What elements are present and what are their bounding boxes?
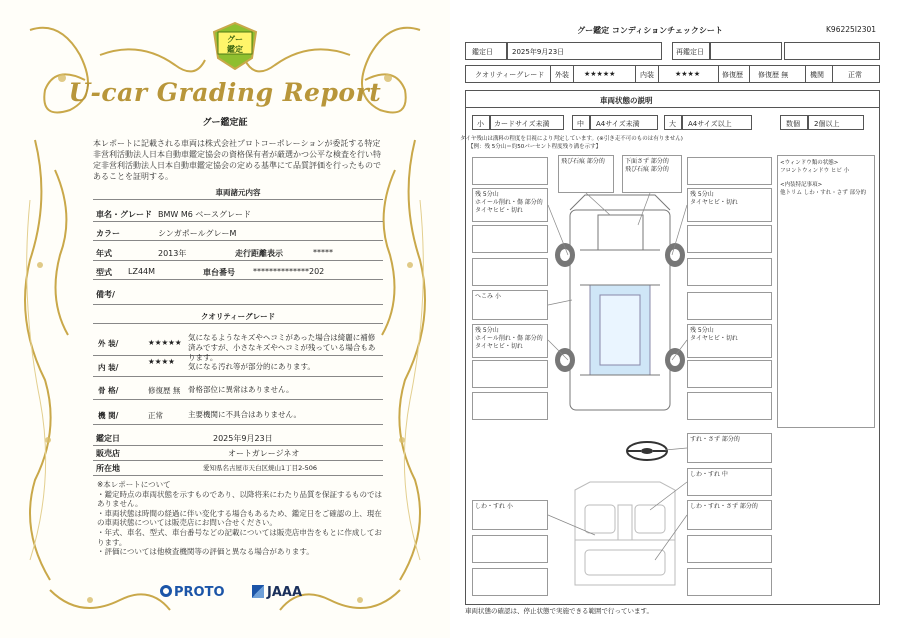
- vehicle-year-row: 年式 2013年 走行距離表示 *****: [93, 244, 383, 261]
- frame-rating: 修復歴 無: [148, 386, 181, 395]
- vehicle-vin: **************202: [253, 267, 325, 276]
- interior-stars: ★★★★: [148, 357, 175, 366]
- label-int-steering: すれ・さず 部分的: [687, 433, 772, 463]
- label-tire-front-left: 残 5分山 ホイール削れ・傷 部分的 タイヤヒビ・切れ: [472, 188, 548, 222]
- jaaa-logo: JAAA: [252, 585, 302, 600]
- inspection-date: 2025年9月23日: [213, 434, 273, 443]
- sheet-repair: 修復歴 無: [758, 71, 789, 79]
- interior-detail: 他トリム しわ・すれ・さず 部分的: [780, 190, 866, 196]
- vehicle-mileage: *****: [313, 248, 333, 257]
- sheet-engine: 正常: [848, 71, 862, 79]
- label-under-chip: 下面さず 部分的 飛び石痕 部分的: [622, 155, 682, 193]
- vehicle-color: シンガポールグレーM: [158, 229, 237, 238]
- report-title: U-car Grading Report: [68, 78, 382, 107]
- vehicle-model: LZ44M: [128, 267, 156, 276]
- exterior-stars: ★★★★★: [148, 338, 182, 347]
- exterior-description: 気になるようなキズやヘコミがあった場合は綺麗に補修済みですが、小さなキズやヘコミが残っている場合もあります。: [188, 333, 376, 362]
- quality-section-title: クオリティーグレード: [200, 312, 276, 321]
- sheet-document-id: K96225I2301: [826, 25, 877, 34]
- dealer-address: 愛知県名古屋市天白区焼山1丁目2-506: [203, 464, 318, 472]
- tire-note-2: 【例：残 5分山＝約50パーセント程度残り溝を示す】: [468, 144, 602, 150]
- inspection-date-row: 鑑定日 2025年9月23日: [93, 429, 383, 446]
- dealer-row: 販売店 オートガレージネオ: [93, 444, 383, 461]
- vehicle-model-row: 型式 LZ44M 車台番号 **************202: [93, 263, 383, 280]
- vehicle-name: BMW M6 ベースグレード: [158, 210, 251, 219]
- window-detail: フロントウィンドウ ヒビ 小: [780, 168, 850, 174]
- remarks-row: 備考/: [93, 285, 383, 305]
- sheet-footer-note: 車両状態の確認は、停止状態で実施できる範囲で行っています。: [465, 607, 653, 615]
- vehicle-year: 2013年: [158, 249, 187, 258]
- jaaa-logo-icon: [252, 585, 264, 598]
- engine-rating: 正常: [148, 411, 163, 420]
- certificate-subtitle: グー鑑定証: [202, 118, 248, 128]
- vehicle-color-row: カラー シンガポールグレーM: [93, 224, 383, 241]
- logos: [160, 585, 320, 605]
- vehicle-section-title: 車両諸元内容: [215, 188, 261, 197]
- sheet-exterior-stars: ★★★★★: [584, 70, 616, 78]
- condition-check-sheet: グー鑑定 コンディションチェックシート K96225I2301 鑑定日 2025年9月23日 再鑑定日 クオリティーグレード 外装 ★★★★★ 内装 ★★★★ 修復歴 修復歴 無 機関 正常 車両状態の説明 小 カードサイズ未満 中 A4サイズ未満 大 A4サイズ以上 数個 2個以上 タイヤ残山は溝料の程度を目視により判定しています。(※引き走不可のものは有りません) 【例：残 5分山＝約50パーセント程度残り溝を示す】 <ウィンドウ類の状態> フロントウィンドウ ヒビ 小 <内装特記事項> 他トリム しわ・すれ・さず 部分的 飛び石痕 部分的 下面さず 部分的 飛び石痕 部分的 残 5分山 ホイール削れ・傷 部分的 タイヤヒビ・切れ 残 5分山 タイヤヒビ・切れ へこみ 小 残 5分山 ホイール削れ・傷 部分的 タイヤヒビ・切れ 残 5分山 タイヤヒビ・切れ すれ・さず 部分的 しわ・すれ 中 しわ・すれ・さず 部分的 しわ・すれ 小 車両状態の確認は、停止状態で実施できる範囲で行っています。: [450, 0, 900, 638]
- engine-grade-row: 機 関/ 正常 主要機関に不具合はありません。: [93, 405, 383, 425]
- frame-grade-row: 骨 格/ 修復歴 無 骨格部位に異常はありません。: [93, 380, 383, 400]
- interior-description: 気になる汚れ等が部分的にあります。: [188, 362, 315, 371]
- svg-text:グー: グー: [227, 35, 243, 44]
- goo-kantei-emblem: [212, 22, 258, 70]
- dealer-name: オートガレージネオ: [228, 449, 300, 458]
- sheet-interior-stars: ★★★★: [675, 70, 701, 78]
- sheet-inspection-date: 2025年9月23日: [512, 48, 565, 56]
- label-int-right-seat: しわ・すれ 中: [687, 468, 772, 496]
- label-int-left-seat: しわ・すれ 小: [472, 500, 548, 530]
- certificate-intro: 本レポートに記載される車両は株式会社プロトコーポレーションが委託する特定非営利活動法人日本自動車鑑定協会の資格保有者が厳選かつ公平な検査を行い特定非営利活動法人日本自動車鑑定協会の定める基準にて品質評価を行ったものであることを証明する。: [93, 139, 381, 181]
- interior-grade-row: 内 装/ ★★★★ 気になる汚れ等が部分的にあります。: [93, 357, 383, 377]
- leader-lines: [450, 0, 900, 638]
- proto-logo: PROTO: [160, 585, 225, 600]
- engine-description: 主要機関に不具合はありません。: [188, 410, 301, 419]
- label-tire-rear-left: 残 5分山 ホイール削れ・傷 部分的 タイヤヒビ・切れ: [472, 324, 548, 358]
- label-tire-rear-right: 残 5分山 タイヤヒビ・切れ: [687, 324, 772, 358]
- svg-text:鑑定: 鑑定: [227, 45, 243, 54]
- frame-description: 骨格部位に異常はありません。: [188, 385, 294, 394]
- vehicle-name-row: 車名・グレード BMW M6 ベースグレード: [93, 205, 383, 222]
- tire-note-1: タイヤ残山は溝料の程度を目視により判定しています。(※引き走不可のものは有りません): [460, 136, 683, 142]
- label-dent-left: へこみ 小: [472, 290, 548, 320]
- label-roof-chip: 飛び石痕 部分的: [558, 155, 614, 193]
- sheet-title: グー鑑定 コンディションチェックシート: [577, 26, 723, 35]
- condition-title: 車両状態の説明: [600, 96, 653, 105]
- label-tire-front-right: 残 5分山 タイヤヒビ・切れ: [687, 188, 772, 222]
- exterior-grade-row: 外 装/ ★★★★★ 気になるようなキズやヘコミがあった場合は綺麗に補修済みですが、小さなキズやヘコミが残っている場合もあります。: [93, 332, 383, 356]
- proto-logo-icon: [160, 585, 172, 597]
- certificate-notes: ※本レポートについて ・鑑定時点の車両状態を示すものであり、以降将来にわたり品質を保証するものではありません。 ・車両状態は時間の経過に伴い変化する場合もあるため、鑑定日をご確認の上、現在の車両状態については販売店にお問い合せください。 ・年式、車名、型式、車台番号などの記載については販売店申告をもとに作成しております。 ・評価については他検査機関等の評価と異なる場合があります。: [97, 480, 382, 557]
- label-int-rear-seat: しわ・すれ・さず 部分的: [687, 500, 772, 530]
- address-row: 所在地 愛知県名古屋市天白区焼山1丁目2-506: [93, 459, 383, 476]
